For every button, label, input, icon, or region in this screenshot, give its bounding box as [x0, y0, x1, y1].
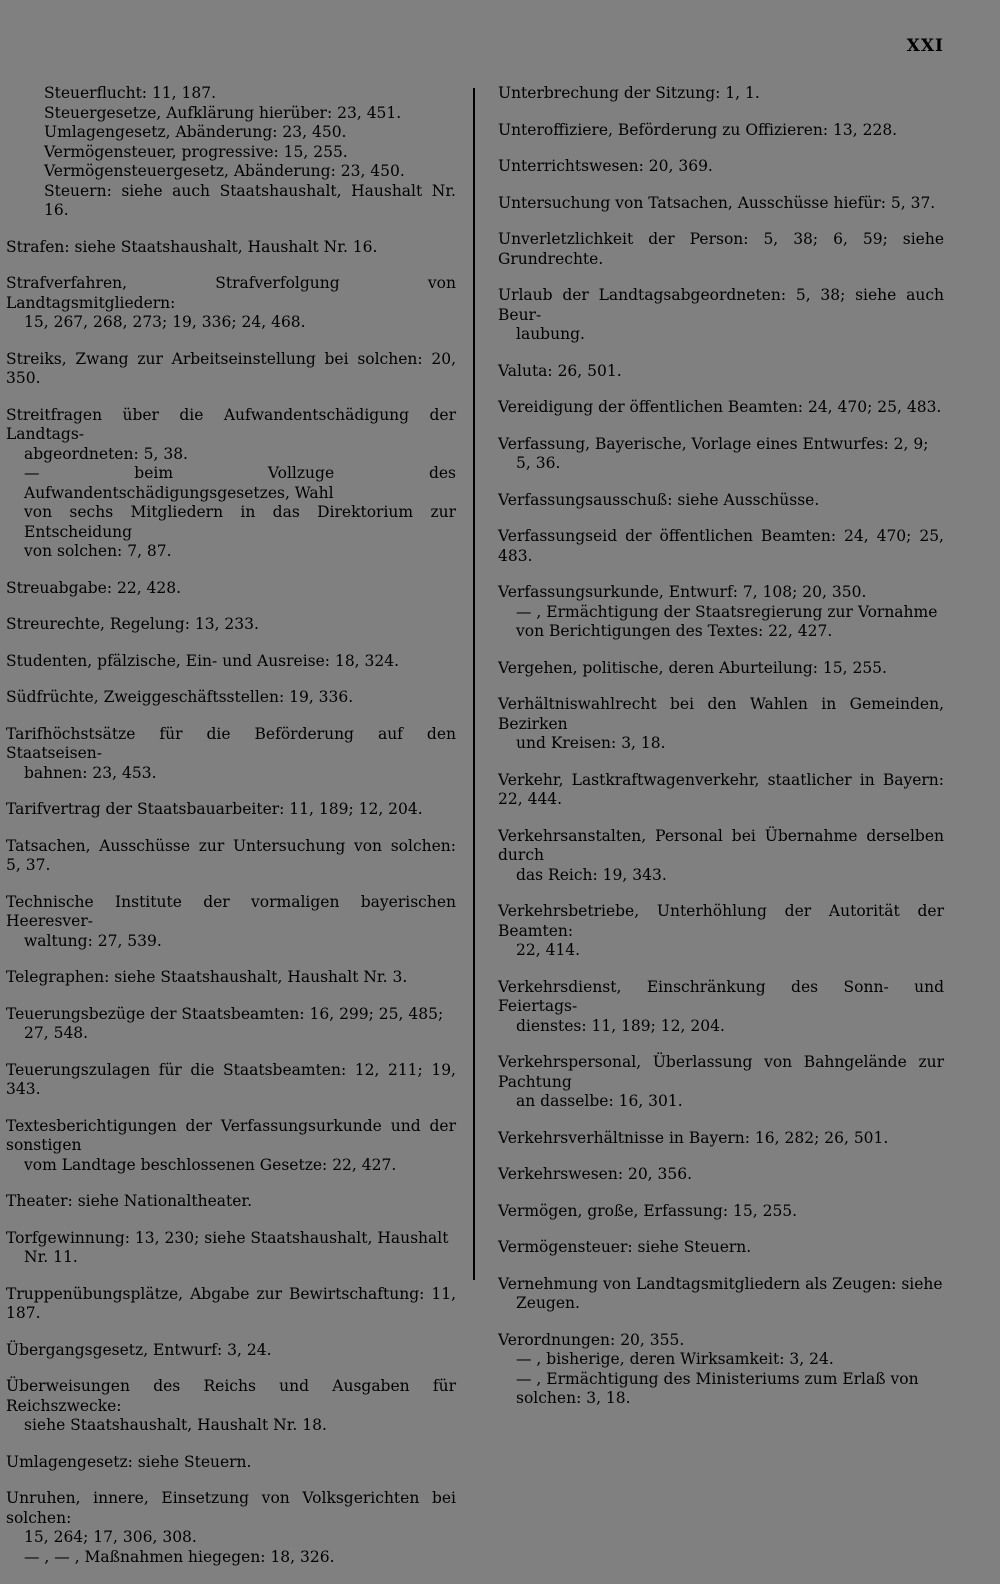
index-entry [6, 1005, 456, 1044]
index-line: Teuerungsbezüge der Staatsbeamten: 16, 299; 25, 485; [6, 1004, 444, 1023]
index-line: Steuergesetze, Aufklärung hierüber: 23, 451. [44, 103, 402, 122]
index-entry [498, 1331, 944, 1409]
index-entry [6, 615, 456, 635]
index-line: von sechs Mitgliedern in das Direktorium zur Entscheidung [24, 503, 456, 541]
index-line: Steuerflucht: 11, 187. [44, 84, 217, 102]
index-entry [498, 435, 944, 474]
index-line: Tarifvertrag der Staatsbauarbeiter: 11, 189; 12, 204. [6, 800, 423, 818]
index-line: — , Ermächtigung der Staatsregierung zur Vornahme [516, 602, 938, 621]
index-line: Umlagengesetz, Abänderung: 23, 450. [44, 123, 347, 141]
index-line: abgeordneten: 5, 38. [24, 444, 188, 463]
index-line: Unterrichtswesen: 20, 369. [498, 157, 713, 175]
index-line: Südfrüchte, Zweiggeschäftsstellen: 19, 336. [6, 688, 354, 706]
index-line: 15, 264; 17, 306, 308. [24, 1528, 197, 1546]
index-line: von Berichtigungen des Textes: 22, 427. [516, 622, 833, 640]
index-entry [498, 771, 944, 810]
index-line: und Kreisen: 3, 18. [516, 734, 666, 752]
index-entry [498, 1238, 944, 1258]
index-line: Verfassungseid der öffentlichen Beamten: 24, 470; 25, 483. [498, 527, 944, 565]
index-line: Unruhen, innere, Einsetzung von Volksgerichten bei solchen: [6, 1489, 456, 1527]
index-line: Verfassung, Bayerische, Vorlage eines Entwurfes: 2, 9; [498, 434, 929, 453]
index-line: Umlagengesetz: siehe Steuern. [6, 1452, 252, 1471]
index-line: Streitfragen über die Aufwandentschädigung der Landtags- [6, 405, 456, 443]
index-line: Studenten, pfälzische, Ein- und Ausreise: 18, 324. [6, 651, 400, 670]
index-line: Unteroffiziere, Beförderung zu Offizieren: 13, 228. [498, 120, 898, 139]
index-line: Vermögensteuer: siehe Steuern. [498, 1238, 752, 1256]
index-line: Valuta: 26, 501. [498, 361, 622, 380]
index-line: bahnen: 23, 453. [24, 763, 157, 782]
index-line: waltung: 27, 539. [24, 931, 162, 950]
index-line: Truppenübungsplätze, Abgabe zur Bewirtschaftung: 11, 187. [6, 1284, 456, 1322]
index-line: Verordnungen: 20, 355. [498, 1330, 685, 1349]
index-line: Zeugen. [516, 1294, 580, 1312]
index-line: Verkehr, Lastkraftwagenverkehr, staatlicher in Bayern: 22, 444. [498, 770, 944, 808]
index-entry [6, 1341, 456, 1361]
index-line: Verkehrswesen: 20, 356. [498, 1165, 693, 1183]
index-line: siehe Staatshaushalt, Haushalt Nr. 18. [24, 1416, 327, 1434]
index-entry [6, 1453, 456, 1473]
index-line: 27, 548. [24, 1024, 89, 1042]
index-line: — , Ermächtigung des Ministeriums zum Erlaß von [516, 1369, 919, 1388]
index-line: Theater: siehe Nationaltheater. [6, 1192, 253, 1210]
index-line: Vernehmung von Landtagsmitgliedern als Zeugen: siehe [498, 1274, 943, 1293]
index-entry [498, 583, 944, 642]
index-line: Strafverfahren, Strafverfolgung von Landtagsmitgliedern: [6, 274, 456, 312]
index-line: Technische Institute der vormaligen bayerischen Heeresver- [6, 892, 456, 930]
index-entry [6, 1192, 456, 1212]
index-line: an dasselbe: 16, 301. [516, 1092, 683, 1110]
index-entry [6, 968, 456, 988]
index-line: Teuerungszulagen für die Staatsbeamten: 12, 211; 19, 343. [6, 1060, 456, 1098]
index-line: Vermögen, große, Erfassung: 15, 255. [498, 1201, 798, 1220]
index-line: — beim Vollzuge des Aufwandentschädigungsgesetzes, Wahl [24, 464, 456, 502]
index-line: Tatsachen, Ausschüsse zur Untersuchung von solchen: 5, 37. [6, 836, 456, 874]
index-line: Überweisungen des Reichs und Ausgaben für Reichszwecke: [6, 1377, 456, 1415]
index-line: solchen: 3, 18. [516, 1389, 631, 1407]
index-entry [6, 1489, 456, 1567]
index-line: von solchen: 7, 87. [24, 542, 172, 560]
index-entry [6, 274, 456, 333]
index-line: Verhältniswahlrecht bei den Wahlen in Gemeinden, Bezirken [498, 695, 944, 733]
index-entry [498, 362, 944, 382]
index-line: vom Landtage beschlossenen Gesetze: 22, 427. [24, 1155, 397, 1174]
index-line: Übergangsgesetz, Entwurf: 3, 24. [6, 1340, 272, 1359]
index-line: Verkehrspersonal, Überlassung von Bahngelände zur Pachtung [498, 1053, 944, 1091]
index-entry [6, 837, 456, 876]
index-entry [6, 652, 456, 672]
index-line: Streuabgabe: 22, 428. [6, 578, 182, 597]
index-line: Verkehrsanstalten, Personal bei Übernahme derselben durch [498, 826, 944, 864]
index-entry [498, 978, 944, 1037]
index-entry [6, 800, 456, 820]
index-line: — , bisherige, deren Wirksamkeit: 3, 24. [516, 1350, 834, 1368]
index-line: Telegraphen: siehe Staatshaushalt, Haushalt Nr. 3. [6, 968, 408, 986]
index-entry [6, 579, 456, 599]
index-entry [498, 527, 944, 566]
index-entry [498, 827, 944, 886]
index-entry [6, 406, 456, 562]
index-entry [6, 688, 456, 708]
index-line: Steuern: siehe auch Staatshaushalt, Haushalt Nr. 16. [44, 181, 456, 219]
index-entry [498, 1275, 944, 1314]
index-entry [6, 238, 456, 258]
index-entry [498, 1053, 944, 1112]
index-line: Torfgewinnung: 13, 230; siehe Staatshaushalt, Haushalt [6, 1228, 449, 1247]
index-entry [498, 230, 944, 269]
index-line: laubung. [516, 325, 585, 343]
index-line: Textesberichtigungen der Verfassungsurkunde und der sonstigen [6, 1116, 456, 1154]
column-divider [473, 88, 475, 1280]
index-line: Vermögensteuer, progressive: 15, 255. [44, 142, 348, 161]
index-line: 15, 267, 268, 273; 19, 336; 24, 468. [24, 313, 306, 331]
index-entry [498, 157, 944, 177]
index-entry [498, 1202, 944, 1222]
index-line: Verfassungsausschuß: siehe Ausschüsse. [498, 490, 820, 509]
index-entry [498, 659, 944, 679]
index-line: dienstes: 11, 189; 12, 204. [516, 1016, 725, 1035]
index-line: Urlaub der Landtagsabgeordneten: 5, 38; siehe auch Beur- [498, 286, 944, 324]
index-line: Streurechte, Regelung: 13, 233. [6, 615, 259, 633]
index-line: 5, 36. [516, 454, 561, 472]
index-line: Unterbrechung der Sitzung: 1, 1. [498, 84, 760, 102]
index-entry [498, 84, 944, 104]
index-line: Unverletzlichkeit der Person: 5, 38; 6, 59; siehe Grundrechte. [498, 230, 944, 268]
index-line: Nr. 11. [24, 1248, 78, 1266]
index-entry [6, 1377, 456, 1436]
index-entry [498, 1165, 944, 1185]
index-entry [498, 286, 944, 345]
index-entry [498, 1129, 944, 1149]
index-entry [498, 491, 944, 511]
page-number: XXI [906, 36, 944, 56]
index-line: Verfassungsurkunde, Entwurf: 7, 108; 20, 350. [498, 583, 867, 601]
index-line: Verkehrsdienst, Einschränkung des Sonn- und Feiertags- [498, 977, 944, 1015]
index-line: Vereidigung der öffentlichen Beamten: 24, 470; 25, 483. [498, 398, 942, 416]
index-entry [6, 725, 456, 784]
index-line: Streiks, Zwang zur Arbeitseinstellung bei solchen: 20, 350. [6, 349, 456, 387]
index-entry [6, 84, 456, 221]
left-column [6, 84, 456, 1584]
index-entry [6, 1061, 456, 1100]
index-entry [498, 902, 944, 961]
index-entry [6, 350, 456, 389]
index-line: Vermögensteuergesetz, Abänderung: 23, 450. [44, 162, 405, 180]
index-entry [498, 695, 944, 754]
index-entry [498, 194, 944, 214]
index-line: Untersuchung von Tatsachen, Ausschüsse hiefür: 5, 37. [498, 193, 936, 212]
index-entry [6, 1229, 456, 1268]
index-entry [498, 121, 944, 141]
right-column [498, 84, 944, 1426]
index-line: das Reich: 19, 343. [516, 865, 667, 884]
index-line: Tarifhöchstsätze für die Beförderung auf den Staatseisen- [6, 724, 456, 762]
index-line: Vergehen, politische, deren Aburteilung: 15, 255. [498, 658, 887, 677]
index-entry [498, 398, 944, 418]
index-line: — , — , Maßnahmen hiegegen: 18, 326. [24, 1547, 335, 1566]
index-entry [6, 1285, 456, 1324]
index-line: Strafen: siehe Staatshaushalt, Haushalt Nr. 16. [6, 237, 378, 256]
index-line: Verkehrsbetriebe, Unterhöhlung der Autorität der Beamten: [498, 902, 944, 940]
index-entry [6, 1117, 456, 1176]
index-line: 22, 414. [516, 941, 581, 959]
index-line: Verkehrsverhältnisse in Bayern: 16, 282; 26, 501. [498, 1128, 889, 1147]
index-entry [6, 893, 456, 952]
